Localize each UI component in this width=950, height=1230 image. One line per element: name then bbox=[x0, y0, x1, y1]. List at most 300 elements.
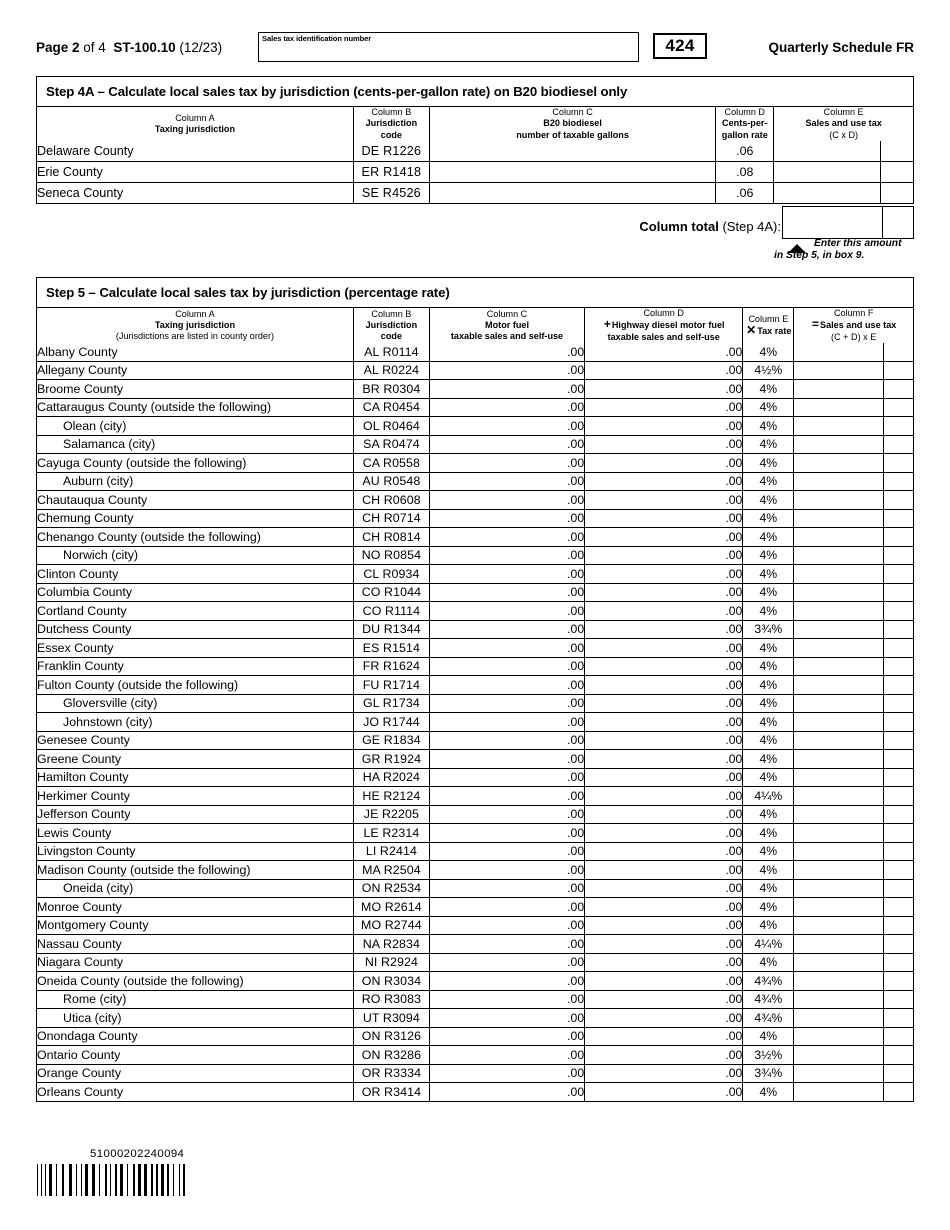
sales-use-tax-cents-cell[interactable] bbox=[884, 916, 913, 935]
diesel-input-cell[interactable]: .00 bbox=[585, 768, 743, 787]
diesel-input-cell[interactable]: .00 bbox=[585, 528, 743, 547]
sales-use-tax-input-cell[interactable] bbox=[794, 343, 884, 361]
col-c-header bbox=[429, 107, 715, 141]
gallons-input-cell[interactable] bbox=[429, 141, 715, 162]
tax-rate-cell: 4% bbox=[743, 731, 794, 750]
sales-use-tax-cents-cell[interactable] bbox=[884, 491, 913, 510]
jurisdiction-code-cell: AU R0548 bbox=[353, 472, 429, 491]
sales-use-tax-input-cell[interactable] bbox=[794, 898, 884, 917]
tax-rate-cell: 4% bbox=[743, 879, 794, 898]
step-4a-total-label-rest: (Step 4A): bbox=[718, 219, 781, 234]
jurisdiction-cell: Olean (city) bbox=[37, 417, 353, 436]
enter-note-line-1: Enter this amount bbox=[814, 238, 902, 249]
jurisdiction-cell: Livingston County bbox=[37, 842, 353, 861]
jurisdiction-cell: Essex County bbox=[37, 639, 353, 658]
jurisdiction-cell: Gloversville (city) bbox=[37, 694, 353, 713]
motor-fuel-input-cell[interactable]: .00 bbox=[429, 879, 584, 898]
plus-operator-icon: + bbox=[603, 317, 611, 332]
sales-use-tax-cents-cell[interactable] bbox=[884, 565, 913, 584]
diesel-input-cell[interactable]: .00 bbox=[585, 380, 743, 399]
table-row bbox=[37, 861, 913, 880]
sales-use-tax-input-cell[interactable] bbox=[794, 805, 884, 824]
sales-use-tax-cents-cell[interactable] bbox=[884, 528, 913, 547]
sales-use-tax-cents-cell[interactable] bbox=[884, 546, 913, 565]
diesel-input-cell[interactable]: .00 bbox=[585, 1027, 743, 1046]
sales-use-tax-cents-cell[interactable] bbox=[884, 935, 913, 954]
col-a-name: Column A bbox=[175, 112, 215, 123]
sales-use-tax-input-cell[interactable] bbox=[794, 750, 884, 769]
sales-use-tax-cents-cell[interactable] bbox=[884, 639, 913, 658]
motor-fuel-input-cell[interactable]: .00 bbox=[429, 731, 584, 750]
col-d-name: Column D bbox=[643, 308, 684, 318]
motor-fuel-input-cell[interactable]: .00 bbox=[429, 546, 584, 565]
step-5-section bbox=[36, 277, 914, 1102]
sales-use-tax-input-cell[interactable] bbox=[794, 842, 884, 861]
sales-tax-id-field[interactable] bbox=[258, 32, 639, 62]
motor-fuel-input-cell[interactable]: .00 bbox=[429, 1027, 584, 1046]
diesel-input-cell[interactable]: .00 bbox=[585, 1009, 743, 1028]
diesel-input-cell[interactable]: .00 bbox=[585, 842, 743, 861]
enter-note-line-2: in Step 5, in box 9. bbox=[774, 250, 865, 262]
sales-use-tax-input-cell[interactable] bbox=[794, 454, 884, 473]
sales-use-tax-cents-cell[interactable] bbox=[884, 694, 913, 713]
sales-use-tax-cents-cell[interactable] bbox=[884, 953, 913, 972]
diesel-input-cell[interactable]: .00 bbox=[585, 509, 743, 528]
col-e-name: Column E bbox=[748, 313, 789, 324]
motor-fuel-input-cell[interactable]: .00 bbox=[429, 472, 584, 491]
tax-rate-cell: 4% bbox=[743, 657, 794, 676]
diesel-input-cell[interactable]: .00 bbox=[585, 491, 743, 510]
motor-fuel-input-cell[interactable]: .00 bbox=[429, 787, 584, 806]
step-4a-table bbox=[37, 107, 913, 203]
sales-use-tax-input-cell[interactable] bbox=[794, 972, 884, 991]
jurisdiction-code-cell: UT R3094 bbox=[353, 1009, 429, 1028]
diesel-input-cell[interactable]: .00 bbox=[585, 639, 743, 658]
table-row bbox=[37, 583, 913, 602]
diesel-input-cell[interactable]: .00 bbox=[585, 972, 743, 991]
sales-use-tax-input-cell[interactable] bbox=[794, 1083, 884, 1101]
jurisdiction-code-cell: NI R2924 bbox=[353, 953, 429, 972]
tax-rate-cell: 4% bbox=[743, 898, 794, 917]
col-f-header bbox=[794, 308, 913, 343]
diesel-input-cell[interactable]: .00 bbox=[585, 805, 743, 824]
sales-use-tax-cents-cell[interactable] bbox=[884, 1064, 913, 1083]
sales-use-tax-input-cell[interactable] bbox=[794, 787, 884, 806]
col-c-title: Motor fuel bbox=[485, 319, 529, 330]
sales-use-tax-input-cell[interactable] bbox=[794, 1027, 884, 1046]
sales-use-tax-input-cell[interactable] bbox=[794, 528, 884, 547]
motor-fuel-input-cell[interactable]: .00 bbox=[429, 1064, 584, 1083]
sales-use-tax-cents-cell[interactable] bbox=[884, 1046, 913, 1065]
motor-fuel-input-cell[interactable]: .00 bbox=[429, 805, 584, 824]
sales-use-tax-cents-cell[interactable] bbox=[884, 657, 913, 676]
jurisdiction-cell: Chemung County bbox=[37, 509, 353, 528]
sales-use-tax-cents-cell[interactable] bbox=[884, 509, 913, 528]
motor-fuel-input-cell[interactable]: .00 bbox=[429, 916, 584, 935]
sales-use-tax-cents-cell[interactable] bbox=[884, 713, 913, 732]
table-row bbox=[37, 787, 913, 806]
sales-use-tax-cents-cell[interactable] bbox=[884, 824, 913, 843]
cents-per-gallon-rate-cell: .06 bbox=[716, 183, 774, 204]
tax-rate-cell: 4¼% bbox=[743, 935, 794, 954]
tax-rate-cell: 4% bbox=[743, 565, 794, 584]
diesel-input-cell[interactable]: .00 bbox=[585, 861, 743, 880]
sales-use-tax-input-cell[interactable] bbox=[794, 713, 884, 732]
sales-use-tax-input-cell[interactable] bbox=[794, 879, 884, 898]
tax-rate-cell: 4% bbox=[743, 528, 794, 547]
col-a-title: Taxing jurisdiction bbox=[154, 124, 235, 135]
motor-fuel-input-cell[interactable]: .00 bbox=[429, 972, 584, 991]
jurisdiction-cell: Orange County bbox=[37, 1064, 353, 1083]
tax-rate-cell: 4% bbox=[743, 491, 794, 510]
tax-rate-cell: 4% bbox=[743, 713, 794, 732]
sales-use-tax-cents-cell[interactable] bbox=[884, 398, 913, 417]
jurisdiction-cell: Cattaraugus County (outside the following) bbox=[37, 398, 353, 417]
motor-fuel-input-cell[interactable]: .00 bbox=[429, 509, 584, 528]
sales-use-tax-cents-cell[interactable] bbox=[884, 879, 913, 898]
jurisdiction-cell: Allegany County bbox=[37, 361, 353, 380]
motor-fuel-input-cell[interactable]: .00 bbox=[429, 861, 584, 880]
sales-use-tax-cents-cell[interactable] bbox=[884, 1027, 913, 1046]
motor-fuel-input-cell[interactable]: .00 bbox=[429, 620, 584, 639]
col-b-header bbox=[353, 308, 429, 343]
diesel-input-cell[interactable]: .00 bbox=[585, 916, 743, 935]
sales-use-tax-input-cell[interactable] bbox=[794, 916, 884, 935]
sales-use-tax-cents-cell[interactable] bbox=[884, 602, 913, 621]
tax-rate-cell: 4% bbox=[743, 861, 794, 880]
sales-use-tax-input-cell[interactable] bbox=[794, 583, 884, 602]
sales-use-tax-input-cell[interactable] bbox=[774, 141, 881, 162]
diesel-input-cell[interactable]: .00 bbox=[585, 583, 743, 602]
diesel-input-cell[interactable]: .00 bbox=[585, 694, 743, 713]
jurisdiction-code-cell: CO R1114 bbox=[353, 602, 429, 621]
jurisdiction-cell: Dutchess County bbox=[37, 620, 353, 639]
diesel-input-cell[interactable]: .00 bbox=[585, 953, 743, 972]
motor-fuel-input-cell[interactable]: .00 bbox=[429, 528, 584, 547]
motor-fuel-input-cell[interactable]: .00 bbox=[429, 842, 584, 861]
table-row bbox=[37, 162, 913, 183]
sales-use-tax-cents-cell[interactable] bbox=[884, 343, 913, 361]
col-e-sub: (C x D) bbox=[829, 129, 859, 140]
tax-rate-cell: 4% bbox=[743, 509, 794, 528]
barcode-number: 51000202240094 bbox=[90, 1148, 185, 1160]
sales-use-tax-cents-cell[interactable] bbox=[884, 417, 913, 436]
table-row bbox=[37, 879, 913, 898]
motor-fuel-input-cell[interactable]: .00 bbox=[429, 491, 584, 510]
sales-use-tax-cents-cell[interactable] bbox=[884, 583, 913, 602]
jurisdiction-cell: Niagara County bbox=[37, 953, 353, 972]
col-a-title: Taxing jurisdiction bbox=[154, 319, 236, 330]
col-d-title: Highway diesel motor fuel bbox=[611, 320, 725, 331]
sales-use-tax-input-cell[interactable] bbox=[794, 491, 884, 510]
jurisdiction-code-cell: AL R0114 bbox=[353, 343, 429, 361]
tax-rate-cell: 3¾% bbox=[743, 1064, 794, 1083]
jurisdiction-cell: Madison County (outside the following) bbox=[37, 861, 353, 880]
col-f-name: Column F bbox=[833, 308, 874, 318]
sales-use-tax-cents-cell[interactable] bbox=[884, 750, 913, 769]
table-row bbox=[37, 898, 913, 917]
diesel-input-cell[interactable]: .00 bbox=[585, 417, 743, 436]
col-f-title-line bbox=[794, 319, 913, 331]
jurisdiction-cell: Cayuga County (outside the following) bbox=[37, 454, 353, 473]
jurisdiction-cell: Delaware County bbox=[37, 141, 353, 162]
jurisdiction-code-cell: FU R1714 bbox=[353, 676, 429, 695]
diesel-input-cell[interactable]: .00 bbox=[585, 750, 743, 769]
sales-use-tax-cents-cell[interactable] bbox=[884, 1009, 913, 1028]
cents-per-gallon-rate-cell: .08 bbox=[716, 162, 774, 183]
table-row bbox=[37, 602, 913, 621]
motor-fuel-input-cell[interactable]: .00 bbox=[429, 713, 584, 732]
tax-rate-cell: 4% bbox=[743, 805, 794, 824]
table-row bbox=[37, 472, 913, 491]
diesel-input-cell[interactable]: .00 bbox=[585, 602, 743, 621]
sales-use-tax-input-cell[interactable] bbox=[794, 435, 884, 454]
sales-use-tax-input-cell[interactable] bbox=[794, 509, 884, 528]
sales-use-tax-input-cell[interactable] bbox=[794, 620, 884, 639]
sales-use-tax-input-cell[interactable] bbox=[794, 380, 884, 399]
table-row bbox=[37, 990, 913, 1009]
sales-use-tax-cents-cell[interactable] bbox=[884, 620, 913, 639]
step-4a-enter-note bbox=[774, 238, 902, 263]
sales-use-tax-cents-cell[interactable] bbox=[884, 472, 913, 491]
jurisdiction-code-cell: NO R0854 bbox=[353, 546, 429, 565]
jurisdiction-cell: Nassau County bbox=[37, 935, 353, 954]
diesel-input-cell[interactable]: .00 bbox=[585, 1064, 743, 1083]
motor-fuel-input-cell[interactable]: .00 bbox=[429, 639, 584, 658]
motor-fuel-input-cell[interactable]: .00 bbox=[429, 602, 584, 621]
sales-use-tax-cents-cell[interactable] bbox=[881, 141, 913, 162]
sales-use-tax-input-cell[interactable] bbox=[794, 639, 884, 658]
jurisdiction-code-cell: CO R1044 bbox=[353, 583, 429, 602]
sales-use-tax-cents-cell[interactable] bbox=[884, 805, 913, 824]
table-row bbox=[37, 183, 913, 204]
jurisdiction-code-cell: DU R1344 bbox=[353, 620, 429, 639]
motor-fuel-input-cell[interactable]: .00 bbox=[429, 454, 584, 473]
motor-fuel-input-cell[interactable]: .00 bbox=[429, 953, 584, 972]
sales-use-tax-input-cell[interactable] bbox=[794, 657, 884, 676]
motor-fuel-input-cell[interactable]: .00 bbox=[429, 768, 584, 787]
col-b-title: Jurisdiction bbox=[365, 118, 418, 129]
diesel-input-cell[interactable]: .00 bbox=[585, 657, 743, 676]
jurisdiction-cell: Johnstown (city) bbox=[37, 713, 353, 732]
diesel-input-cell[interactable]: .00 bbox=[585, 713, 743, 732]
col-f-sub: (C + D) x E bbox=[831, 331, 877, 342]
sales-use-tax-input-cell[interactable] bbox=[794, 417, 884, 436]
motor-fuel-input-cell[interactable]: .00 bbox=[429, 657, 584, 676]
sales-use-tax-cents-cell[interactable] bbox=[884, 454, 913, 473]
diesel-input-cell[interactable]: .00 bbox=[585, 935, 743, 954]
diesel-input-cell[interactable]: .00 bbox=[585, 787, 743, 806]
sales-use-tax-cents-cell[interactable] bbox=[884, 861, 913, 880]
step-4a-total-input[interactable] bbox=[782, 206, 914, 239]
jurisdiction-code-cell: CL R0934 bbox=[353, 565, 429, 584]
sales-use-tax-input-cell[interactable] bbox=[794, 546, 884, 565]
diesel-input-cell[interactable]: .00 bbox=[585, 731, 743, 750]
sales-use-tax-input-cell[interactable] bbox=[794, 472, 884, 491]
diesel-input-cell[interactable]: .00 bbox=[585, 620, 743, 639]
sales-use-tax-input-cell[interactable] bbox=[794, 398, 884, 417]
diesel-input-cell[interactable]: .00 bbox=[585, 454, 743, 473]
col-d-sub: taxable sales and self-use bbox=[607, 331, 720, 342]
jurisdiction-code-cell: HE R2124 bbox=[353, 787, 429, 806]
sales-use-tax-input-cell[interactable] bbox=[794, 861, 884, 880]
jurisdiction-cell: Fulton County (outside the following) bbox=[37, 676, 353, 695]
sales-use-tax-cents-cell[interactable] bbox=[884, 990, 913, 1009]
tax-rate-cell: 4% bbox=[743, 639, 794, 658]
col-d-title: Cents-per- bbox=[722, 118, 768, 129]
jurisdiction-code-cell: ON R3286 bbox=[353, 1046, 429, 1065]
step-4a-total-label-bold: Column total bbox=[639, 219, 719, 234]
jurisdiction-cell: Chenango County (outside the following) bbox=[37, 528, 353, 547]
jurisdiction-code-cell: LE R2314 bbox=[353, 824, 429, 843]
sales-use-tax-cents-cell[interactable] bbox=[884, 676, 913, 695]
jurisdiction-code-cell: ER R1418 bbox=[353, 162, 429, 183]
form-id-label: ST-100.10 bbox=[113, 40, 176, 55]
form-revision-label: (12/23) bbox=[179, 40, 223, 55]
jurisdiction-code-cell: ES R1514 bbox=[353, 639, 429, 658]
sales-use-tax-cents-cell[interactable] bbox=[881, 183, 913, 204]
diesel-input-cell[interactable]: .00 bbox=[585, 824, 743, 843]
diesel-input-cell[interactable]: .00 bbox=[585, 343, 743, 361]
jurisdiction-code-cell: ON R3126 bbox=[353, 1027, 429, 1046]
motor-fuel-input-cell[interactable]: .00 bbox=[429, 898, 584, 917]
sales-use-tax-cents-cell[interactable] bbox=[884, 361, 913, 380]
sales-use-tax-cents-cell[interactable] bbox=[884, 731, 913, 750]
jurisdiction-code-cell: MA R2504 bbox=[353, 861, 429, 880]
diesel-input-cell[interactable]: .00 bbox=[585, 898, 743, 917]
motor-fuel-input-cell[interactable]: .00 bbox=[429, 380, 584, 399]
step-4a-total-label bbox=[576, 219, 781, 234]
diesel-input-cell[interactable]: .00 bbox=[585, 435, 743, 454]
sales-use-tax-input-cell[interactable] bbox=[794, 1009, 884, 1028]
diesel-input-cell[interactable]: .00 bbox=[585, 472, 743, 491]
jurisdiction-code-cell: OR R3334 bbox=[353, 1064, 429, 1083]
motor-fuel-input-cell[interactable]: .00 bbox=[429, 583, 584, 602]
col-e-header bbox=[743, 308, 794, 343]
tax-rate-cell: 4% bbox=[743, 417, 794, 436]
motor-fuel-input-cell[interactable]: .00 bbox=[429, 694, 584, 713]
sales-use-tax-cents-cell[interactable] bbox=[881, 162, 913, 183]
sales-use-tax-input-cell[interactable] bbox=[794, 953, 884, 972]
sales-use-tax-input-cell[interactable] bbox=[774, 162, 881, 183]
motor-fuel-input-cell[interactable]: .00 bbox=[429, 750, 584, 769]
equals-operator-icon: = bbox=[811, 317, 819, 332]
sales-use-tax-input-cell[interactable] bbox=[794, 824, 884, 843]
sales-use-tax-input-cell[interactable] bbox=[794, 361, 884, 380]
motor-fuel-input-cell[interactable]: .00 bbox=[429, 676, 584, 695]
table-row bbox=[37, 1009, 913, 1028]
diesel-input-cell[interactable]: .00 bbox=[585, 1046, 743, 1065]
sales-use-tax-cents-cell[interactable] bbox=[884, 1083, 913, 1101]
diesel-input-cell[interactable]: .00 bbox=[585, 361, 743, 380]
jurisdiction-cell: Rome (city) bbox=[37, 990, 353, 1009]
jurisdiction-cell: Orleans County bbox=[37, 1083, 353, 1101]
tax-rate-cell: 4% bbox=[743, 1083, 794, 1101]
table-row bbox=[37, 1083, 913, 1101]
table-row bbox=[37, 1027, 913, 1046]
motor-fuel-input-cell[interactable]: .00 bbox=[429, 343, 584, 361]
sales-use-tax-cents-cell[interactable] bbox=[884, 435, 913, 454]
jurisdiction-cell: Lewis County bbox=[37, 824, 353, 843]
motor-fuel-input-cell[interactable]: .00 bbox=[429, 1046, 584, 1065]
sales-use-tax-input-cell[interactable] bbox=[794, 676, 884, 695]
diesel-input-cell[interactable]: .00 bbox=[585, 398, 743, 417]
motor-fuel-input-cell[interactable]: .00 bbox=[429, 1083, 584, 1101]
table-row bbox=[37, 824, 913, 843]
sales-use-tax-input-cell[interactable] bbox=[794, 565, 884, 584]
jurisdiction-code-cell: JE R2205 bbox=[353, 805, 429, 824]
sales-use-tax-cents-cell[interactable] bbox=[884, 898, 913, 917]
tax-rate-cell: 4% bbox=[743, 1027, 794, 1046]
diesel-input-cell[interactable]: .00 bbox=[585, 565, 743, 584]
diesel-input-cell[interactable]: .00 bbox=[585, 546, 743, 565]
diesel-input-cell[interactable]: .00 bbox=[585, 1083, 743, 1101]
motor-fuel-input-cell[interactable]: .00 bbox=[429, 1009, 584, 1028]
diesel-input-cell[interactable]: .00 bbox=[585, 676, 743, 695]
table-row bbox=[37, 546, 913, 565]
col-d-header bbox=[585, 308, 743, 343]
times-operator-icon: ✕ bbox=[746, 323, 757, 338]
sales-use-tax-input-cell[interactable] bbox=[794, 694, 884, 713]
sales-use-tax-cents-cell[interactable] bbox=[884, 380, 913, 399]
sales-use-tax-input-cell[interactable] bbox=[794, 990, 884, 1009]
sales-use-tax-input-cell[interactable] bbox=[794, 1046, 884, 1065]
table-row bbox=[37, 805, 913, 824]
table-row bbox=[37, 972, 913, 991]
motor-fuel-input-cell[interactable]: .00 bbox=[429, 361, 584, 380]
sales-use-tax-input-cell[interactable] bbox=[774, 183, 881, 204]
jurisdiction-code-cell: CH R0608 bbox=[353, 491, 429, 510]
col-c-name: Column C bbox=[552, 107, 593, 117]
sales-use-tax-cents-cell[interactable] bbox=[884, 787, 913, 806]
motor-fuel-input-cell[interactable]: .00 bbox=[429, 417, 584, 436]
diesel-input-cell[interactable]: .00 bbox=[585, 879, 743, 898]
page-number-label: Page 2 bbox=[36, 40, 80, 55]
tax-rate-cell: 4% bbox=[743, 824, 794, 843]
col-f-title: Sales and use tax bbox=[820, 320, 897, 331]
sales-use-tax-cents-cell[interactable] bbox=[884, 842, 913, 861]
motor-fuel-input-cell[interactable]: .00 bbox=[429, 435, 584, 454]
table-row bbox=[37, 953, 913, 972]
sales-use-tax-input-cell[interactable] bbox=[794, 731, 884, 750]
sales-use-tax-cents-cell[interactable] bbox=[884, 768, 913, 787]
motor-fuel-input-cell[interactable]: .00 bbox=[429, 824, 584, 843]
motor-fuel-input-cell[interactable]: .00 bbox=[429, 565, 584, 584]
col-d-name: Column D bbox=[724, 107, 765, 117]
tax-rate-cell: 4¾% bbox=[743, 972, 794, 991]
motor-fuel-input-cell[interactable]: .00 bbox=[429, 398, 584, 417]
tax-rate-cell: 4% bbox=[743, 916, 794, 935]
gallons-input-cell[interactable] bbox=[429, 162, 715, 183]
jurisdiction-code-cell: RO R3083 bbox=[353, 990, 429, 1009]
step-5-table bbox=[37, 308, 913, 1101]
sales-use-tax-input-cell[interactable] bbox=[794, 935, 884, 954]
sales-use-tax-cents-cell[interactable] bbox=[884, 972, 913, 991]
diesel-input-cell[interactable]: .00 bbox=[585, 990, 743, 1009]
tax-rate-cell: 4¼% bbox=[743, 787, 794, 806]
motor-fuel-input-cell[interactable]: .00 bbox=[429, 990, 584, 1009]
form-identification bbox=[36, 40, 222, 55]
table-row bbox=[37, 620, 913, 639]
table-row bbox=[37, 731, 913, 750]
sales-use-tax-input-cell[interactable] bbox=[794, 602, 884, 621]
step-5-header-row bbox=[37, 308, 913, 343]
sales-use-tax-input-cell[interactable] bbox=[794, 768, 884, 787]
sales-use-tax-input-cell[interactable] bbox=[794, 1064, 884, 1083]
gallons-input-cell[interactable] bbox=[429, 183, 715, 204]
motor-fuel-input-cell[interactable]: .00 bbox=[429, 935, 584, 954]
col-b-name: Column B bbox=[371, 107, 412, 117]
